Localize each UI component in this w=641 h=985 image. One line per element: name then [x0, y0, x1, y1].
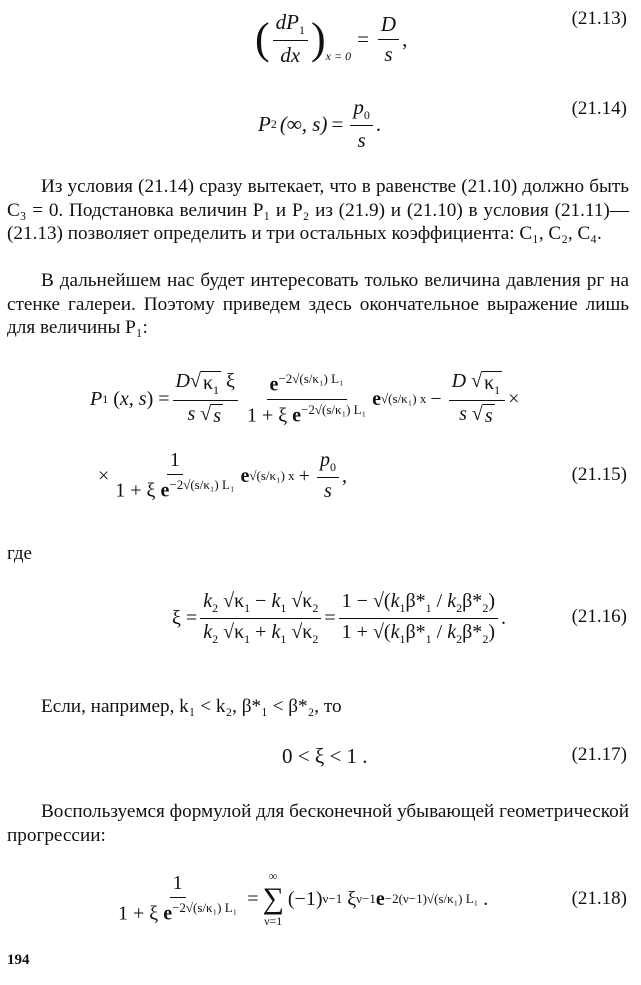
equation-21-14: P 2 (∞, s) = $\frac{p_0}{s}$ . (21.14)	[258, 94, 627, 153]
equation-21-16: ξ = $\frac{k_2 √\kappa_1 - k_1 √\kappa_2}{k_2 √\kappa_1 + k_1 √\kappa_2}$ = $\frac{1 - √(k_1\beta*_1 / k_2\beta*_2)}{1 + √(k_1\beta*_1 / k_2\beta*_2)}$ . (21.16)	[172, 589, 627, 646]
equation-number: (21.18)	[571, 888, 627, 909]
equation-number: (21.17)	[571, 744, 627, 765]
paragraph: Из условия (21.14) сразу вытекает, что в равенстве (21.10) должно быть C₃ = 0. Подстановка величин P₁ и P₂ из (21.9) и (21.10) в условия (21.11)—(21.13) позволяет определить и три остальных коэффициента: C₁, C₂, C₄.	[7, 176, 629, 244]
equation-21-18: $\frac{1}{1 + \xi e^{-2√(s/\kappa_1) L_1}}$ = ∞ ∑ ν=1 (−1) ν−1 ξ ν−1 e −2(ν−1)√(s/κ₁) L₁ . (21.18)	[118, 869, 627, 928]
equation-number: (21.14)	[571, 98, 627, 119]
paragraph: Если, например, k₁ < k₂, β*₁ < β*₂, то	[41, 696, 342, 717]
paragraph: В дальнейшем нас будет интересовать только величина давления pг на стенке галереи. Поэтому приведем здесь окончательное выражение лишь для величины P₁:	[7, 270, 629, 338]
equation-number: (21.16)	[571, 606, 627, 627]
equation-number: (21.15)	[571, 464, 627, 485]
page-number: 194	[7, 952, 30, 968]
equation-21-15-line2: × $\frac{1}{1 + \xi e^{-2√(s/\kappa_1) L_1}}$ e √(s/κ₁) x + $\frac{p_0}{s}$ , (21.15)	[98, 449, 627, 502]
paragraph: Воспользуемся формулой для бесконечной убывающей геометрической прогрессии:	[7, 801, 629, 846]
equation-21-13: ( $\frac{dP_1}{dx}$ ) x = 0 = $\frac{D}{s}$ , (21.13)	[255, 8, 627, 68]
equation-number: (21.13)	[571, 8, 627, 29]
equation-21-15-line1: P 1 ( x, s ) = D √ $\kappa_1$ ξ s √ s $\frac{e^{-2√(s/\kappa_1) L_1}}{1 + \xi e^{-2√(s/\kappa_1) L_1}}$ e √(s/κ₁) x − D √ $\kappa_1$ s √ s ×	[90, 370, 520, 427]
equation-21-17: 0 < ξ < 1 . (21.17)	[282, 743, 627, 768]
where-label: где	[7, 543, 32, 564]
